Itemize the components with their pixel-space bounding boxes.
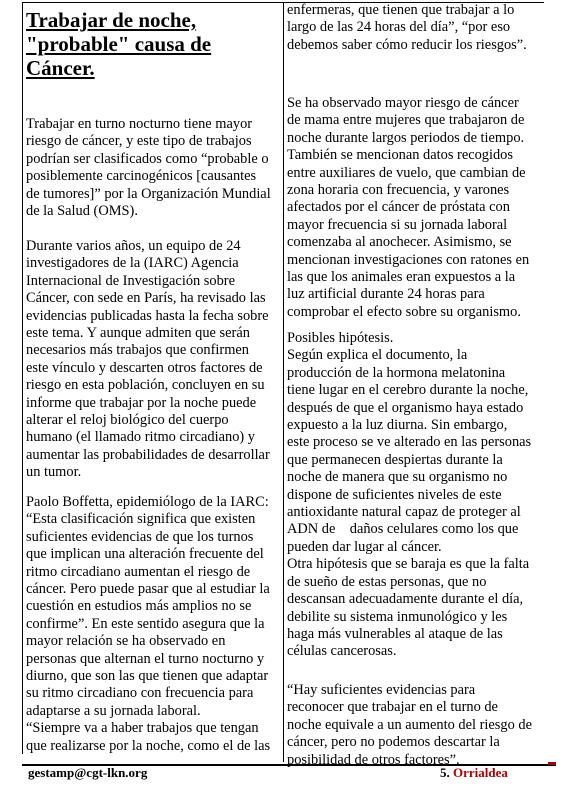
text-line: adaptarse a su jornada laboral. [26, 702, 201, 719]
text-line: Durante varios años, un equipo de 24 [26, 238, 241, 254]
text-line: mayor frecuencia si su jornada laboral [287, 216, 508, 233]
paragraph [287, 95, 544, 321]
text-line: Paolo Boffetta, epidemiólogo de la IARC: [26, 494, 269, 510]
text-line: debemos saber cómo reducir los riesgos”. [287, 36, 527, 53]
text-line: También se mencionan datos recogidos [287, 147, 513, 164]
text-line: mayor relación se ha observado en [26, 633, 226, 650]
text-line: de sueño de estas personas, que no [287, 573, 487, 590]
page-frame-left-rule [22, 2, 23, 754]
text-line: largo de las 24 horas del día”, “por eso [287, 19, 511, 36]
text-line: entre auxiliares de vuelo, que cambian de [287, 164, 526, 181]
text-line: riesgo en esta población, concluyen en su [26, 377, 265, 394]
text-line: personas que alternan el turno nocturno y [26, 650, 265, 667]
footer-accent-mark [548, 762, 556, 765]
text-line: comprobar el efecto sobre su organismo. [287, 303, 521, 320]
text-line: antioxidante natural capaz de proteger al [287, 504, 521, 521]
text-line: noche de manera que su organismo no [287, 469, 508, 486]
text-line: expuesto a la luz diurna. Sin embargo, [287, 417, 508, 434]
text-line: de la Salud (OMS). [26, 203, 138, 220]
text-line: posibilidad de otros factores”. [287, 751, 460, 768]
text-line: células cancerosas. [287, 643, 397, 660]
article-title [26, 8, 278, 80]
text-line: suficientes evidencias de que los turnos [26, 528, 254, 545]
text-line: confirme”. En este sentido asegura que la [26, 615, 265, 632]
text-line: que permanecen despiertas durante la [287, 451, 503, 468]
text-line: un tumor. [26, 464, 82, 481]
text-line: noche durante largos periodos de tiempo. [287, 129, 525, 146]
text-line: investigadores de la (IARC) Agencia [26, 255, 239, 272]
text-line: humano (el llamado ritmo circadiano) y [26, 429, 255, 446]
text-line: su ritmo circadiano con frecuencia para [26, 685, 254, 702]
column-divider [283, 2, 284, 762]
text-line: de mama entre mujeres que trabajaron de [287, 112, 525, 129]
text-line: Se ha observado mayor riesgo de cáncer [287, 95, 519, 111]
paragraph [287, 2, 544, 54]
text-line: “Esta clasificación significa que existen [26, 511, 256, 528]
page-number: 5. [440, 765, 450, 780]
text-line: zona horaria con frecuencia, y varones [287, 182, 510, 199]
text-line: “Hay suficientes evidencias para [287, 682, 476, 698]
text-line: diurno, que son las que tienen que adaptar [26, 668, 269, 685]
text-line: mencionan investigaciones con ratones en [287, 251, 530, 268]
text-line: noche equivale a un aumento del riesgo de [287, 716, 532, 733]
text-line: ADN de daños celulares como los que [287, 521, 519, 538]
text-line: Trabajar en turno nocturno tiene mayor [26, 116, 253, 132]
text-line: que realizarse por la noche, como el de las [26, 737, 271, 754]
text-line: alterar el reloj biológico del cuerpo [26, 412, 229, 429]
text-line: dispone de suficientes niveles de este [287, 486, 502, 503]
title-line: Trabajar de noche, [26, 8, 197, 32]
text-line: posiblemente carcinogénicos [causantes [26, 168, 257, 185]
text-line: cáncer. Pero puede pasar que al estudiar la [26, 581, 270, 598]
text-line: cáncer, pero no podemos descartar la [287, 734, 500, 751]
text-line: este tema. Y aunque admiten que serán [26, 325, 250, 342]
text-line: cuestión en estudios más amplios no se [26, 598, 252, 615]
text-line: Cáncer, con sede en París, ha revisado las [26, 290, 266, 307]
text-line: Internacional de Investigación sobre [26, 272, 235, 289]
paragraph [26, 116, 278, 220]
text-line: debilite su sistema inmunológico y les [287, 608, 508, 625]
text-line: Posibles hipótesis. [287, 330, 394, 346]
text-line: riesgo de cáncer, y este tipo de trabajos [26, 133, 252, 150]
text-line: podrían ser clasificados como “probable o [26, 150, 269, 167]
footer-email: gestamp@cgt-lkn.org [28, 765, 148, 780]
text-line: Otra hipótesis que se baraja es que la falta [287, 556, 530, 573]
text-line: Según explica el documento, la [287, 347, 468, 364]
text-line: de tumores]” por la Organización Mundial [26, 185, 271, 202]
section-label: Orrialdea [453, 765, 508, 780]
text-line: evidencias publicadas hasta la fecha sobre [26, 307, 269, 324]
text-line: luz artificial durante 24 horas para [287, 286, 485, 303]
text-line: reconocer que trabajar en el turno de [287, 699, 498, 716]
text-line: tiene lugar en el cerebro durante la noche, [287, 382, 529, 399]
text-line: enfermeras, que tienen que trabajar a lo [287, 2, 515, 18]
text-line: las que los animales eran expuestos a la [287, 269, 516, 286]
text-line: este vínculo y descarten otros factores de [26, 359, 263, 376]
text-line: aumentar las probabilidades de desarrollar [26, 446, 270, 463]
paragraph [26, 238, 278, 482]
text-line: descansan adecuadamente durante el día, [287, 591, 524, 608]
text-line: afectados por el cáncer de próstata con [287, 199, 510, 216]
text-line: que implican una alteración frecuente del [26, 546, 264, 563]
title-line: Cáncer. [26, 56, 95, 80]
title-line: "probable" causa de [26, 32, 212, 56]
text-line: comenzaba al anochecer. Asimismo, se [287, 234, 512, 251]
text-line: haga más vulnerables al ataque de las [287, 625, 503, 642]
footer-page-label [440, 765, 508, 781]
paragraph [287, 330, 544, 661]
text-line: este proceso se ve alterado en las personas [287, 434, 532, 451]
text-line: informe que trabajar por la noche puede [26, 394, 257, 411]
paragraph [26, 494, 278, 755]
text-line: necesarios más trabajos que confirmen [26, 342, 249, 359]
text-line: pueden dar lugar al cáncer. [287, 538, 442, 555]
text-line: producción de la hormona melatonina [287, 364, 506, 381]
text-line: después de que el organismo haya estado [287, 399, 524, 416]
text-line: “Siempre va a haber trabajos que tengan [26, 720, 259, 737]
text-line: ritmo circadiano aumentan el riesgo de [26, 563, 251, 580]
paragraph [287, 682, 544, 769]
